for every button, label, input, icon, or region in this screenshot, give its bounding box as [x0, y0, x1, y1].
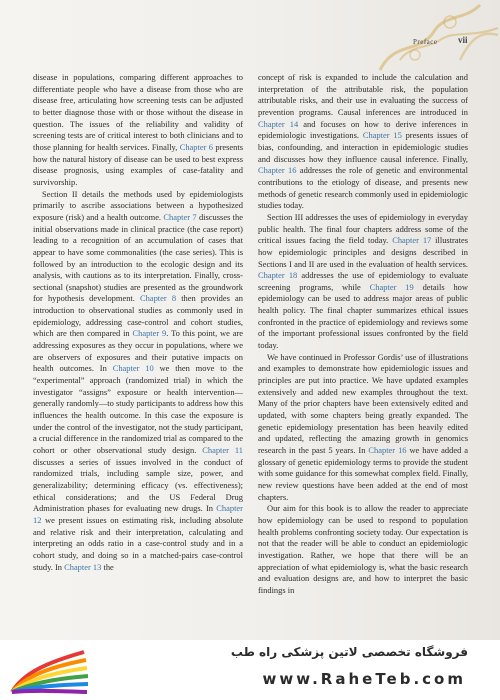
- chapter-link[interactable]: Chapter 19: [369, 281, 414, 292]
- page-number: vii: [458, 35, 468, 45]
- footer-banner: [0, 640, 500, 700]
- chapter-link[interactable]: Chapter 16: [368, 445, 407, 455]
- footer-url[interactable]: www.RaheTeb.com: [262, 670, 466, 688]
- body-text: addresses the role of genetic and environmental contributions to the etiology of disease, and presents new methods of genetic research commonly used in epidemiologic studies today.: [258, 165, 468, 211]
- chapter-link[interactable]: Chapter 9: [132, 328, 167, 339]
- rainbow-logo-icon: [4, 642, 94, 698]
- chapter-link[interactable]: Chapter 13: [64, 561, 102, 572]
- paragraph: [258, 503, 468, 596]
- body-text: details how epidemiology can be used to address major areas of public health policy. The final chapter summarizes ethical issues confronted in the practice of epidemiology and reviews some of the important professional issues confronted by the field today.: [258, 281, 468, 351]
- body-text: illustrates how epidemiologic principles and designs described in Sections I and II are used in the evaluation of health services.: [258, 235, 468, 269]
- chapter-link[interactable]: Chapter 14: [258, 118, 299, 129]
- body-text: Section II details the methods used by epidemiologists primarily to ascribe associations between a hypothesized exposure (risk) and a health outcome.: [33, 188, 243, 222]
- footer-shop-name: فروشگاه تخصصی لاتین پزشکی راه طب: [230, 645, 468, 659]
- chapter-link[interactable]: Chapter 7: [163, 211, 197, 222]
- chapter-link[interactable]: Chapter 15: [362, 130, 402, 141]
- body-text: addresses the use of epidemiology to evaluate screening programs, while: [258, 270, 469, 292]
- body-text: then provides an introduction to observational studies as commonly used in epidemiology, addressing case-control and cohort studies, which are then compared in: [33, 293, 243, 339]
- body-text: presents how the natural history of disease can be used to best express disease prognosis, using examples of case-fatality and survivorship.: [33, 141, 244, 187]
- body-text: Section III addresses the uses of epidemiology in everyday public health. The final four chapters address some of the critical issues facing the field today.: [258, 211, 468, 246]
- paragraph: [258, 72, 468, 212]
- body-text: Our aim for this book is to allow the reader to appreciate how epidemiology can be used to respond to population health problems confronting society today. Our expectation is not that the reader will be able to conduct an epidemiologic investigation. Rather, we hope that there will be an appreciation of what epidemiology is, what the basic research and evaluation designs are, and how to interpret the basic findings in: [258, 503, 468, 595]
- paragraph: [33, 72, 243, 189]
- chapter-link[interactable]: Chapter 10: [112, 363, 154, 374]
- chapter-link[interactable]: Chapter 8: [140, 293, 177, 304]
- chapter-link[interactable]: Chapter 16: [258, 165, 297, 176]
- running-head: Preface: [413, 38, 438, 46]
- chapter-link[interactable]: Chapter 6: [179, 141, 213, 152]
- body-text: disease in populations, comparing different approaches to differentiate people who have a disease from those who are disease free, articulating how screening tests can be adjusted to better diagnose those with or those without the disease in question. The issues of the reliability and validity of screening tests are of critical interest to both clinicians and to those planning for health services. Finally,: [33, 72, 243, 152]
- body-text: presents issues of bias, confounding, and interaction in epidemiologic studies and discusses how they influence causal inference. Finally,: [258, 130, 469, 164]
- chapter-link[interactable]: Chapter 12: [33, 503, 243, 525]
- body-text: and focuses on how to derive inferences in epidemiologic investigations.: [258, 118, 469, 141]
- chapter-link[interactable]: Chapter 11: [202, 445, 243, 455]
- body-text: . To this point, we are addressing exposures as they occur in populations, where we are observers of exposures and their putative impacts on health outcomes. In: [33, 328, 243, 374]
- paragraph: [258, 212, 468, 352]
- chapter-link[interactable]: Chapter 18: [258, 270, 298, 281]
- chapter-link[interactable]: Chapter 17: [392, 235, 432, 246]
- paragraph: [33, 189, 243, 574]
- paragraph: [258, 352, 468, 504]
- body-text: We have continued in Professor Gordis’ use of illustrations and examples to demonstrate how epidemiologic issues and principles are put into practice. We have updated examples extensively and added new examples throughout the text. Many of the prior chapters have been extensively edited and updated, with some chapters being greatly expanded. The genetic epidemiology presentation has been heavily edited and updated, reflecting the amazing growth in genomics research in the past 5 years. In: [258, 351, 468, 455]
- body-text: we have added a glossary of genetic epidemiology terms to provide the student with some guidance for this somewhat complex field. Finally, new review questions have been added at the end of most chapters.: [258, 445, 468, 502]
- body-text: we present issues on estimating risk, including absolute and relative risk and their interpretation, calculating and interpreting an odds ratio in a case-control study and in a cohort study, and doing so in a matched-pairs case-control study. In: [33, 514, 243, 572]
- left-text-column: [33, 72, 243, 573]
- body-text: we then move to the “experimental” approach (randomized trial) in which the investigator “assigns” exposure or health intervention—generally randomly—to study participants to address how this influences the health outcome. In this case the exposure is under the control of the investigator, not the study participant, a crucial difference in the randomized trial as compared to the cohort or other observational study design.: [33, 363, 243, 455]
- right-text-column: [258, 72, 468, 597]
- body-text: discusses the initial observations made in clinical practice (the case report) leading to a recognition of an accumulation of cases that appear to have some commonalities (the case series). This is followed by an introduction to the ecologic design and its analysis, with cautions as to its interpretation. Finally, cross-sectional (snapshot) studies are presented as the groundwork for hypothesis development.: [33, 211, 243, 304]
- body-text: concept of risk is expanded to include the calculation and interpretation of the attributable risk, the population attributable risks, and their use in evaluating the success of prevention programs. Causal inferences are introduced in: [258, 72, 468, 117]
- body-text: discusses a series of issues involved in the conduct of randomized trials, including sample size, power, and generalizability; determining efficacy (vs. effectiveness); ethical considerations; and the US Federal Drug Administration phases for evaluating new drugs. In: [33, 456, 243, 514]
- body-text: the: [101, 561, 114, 572]
